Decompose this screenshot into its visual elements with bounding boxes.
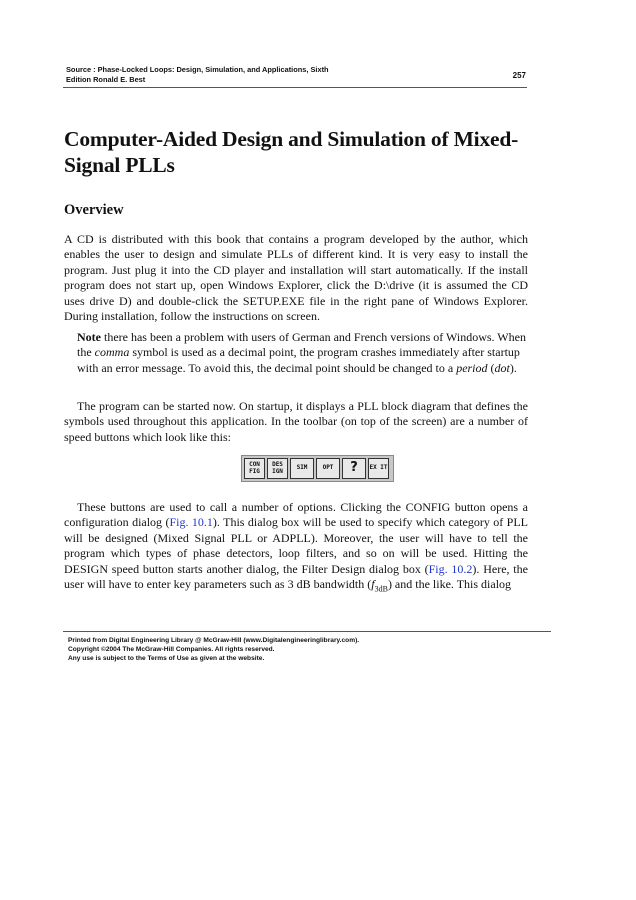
exit-button[interactable]: EX IT — [368, 458, 389, 479]
header-rule — [63, 87, 527, 88]
footer-line-3: Any use is subject to the Terms of Use as given at the website. — [68, 654, 265, 662]
source-line-2: Edition Ronald E. Best — [66, 74, 146, 84]
paragraph-startup: The program can be started now. On startup, it displays a PLL block diagram that defines the symbols used throughout this application. In the toolbar (on top of the screen) are a number of speed buttons which look like this: — [64, 399, 528, 444]
design-button[interactable]: DES IGN — [267, 458, 288, 479]
opt-button[interactable]: OPT — [316, 458, 340, 479]
footer-rule — [63, 631, 551, 632]
paragraph-intro: A CD is distributed with this book that contains a program developed by the author, which enables the user to design and simulate PLLs of different kind. It is very easy to install the program. Just plug it into the CD player and installation will start automatically. If the install program does not start up, open Windows Explorer, click the D:\drive (it is assumed the CD uses drive D) and double-click the SETUP.EXE file in the right pane of Windows Explorer. During installation, follow the instructions on screen. — [64, 232, 528, 324]
footer-line-1: Printed from Digital Engineering Library @ McGraw-Hill (www.Digitalengineeringlibrary.com). — [68, 637, 360, 644]
section-heading: Overview — [64, 202, 124, 218]
running-header — [66, 65, 526, 84]
page-number: 257 — [512, 71, 526, 80]
paragraph-buttons: These buttons are used to call a number of options. Clicking the CONFIG button opens a configuration dialog (Fig. 10.1). This dialog box will be used to specify which category of PLL will be designed (Mixed Signal PLL or ADPLL). Moreover, the user will have to tell the program which types of phase detectors, loop filters, and so on will be used. Hitting the DESIGN speed button starts another dialog, the Filter Design dialog box (Fig. 10.2). Here, the user will have to enter key parameters such as 3 dB bandwidth $(f_{3dB})$ and the like. This dialog — [64, 500, 528, 594]
config-button[interactable]: CON FIG — [244, 458, 265, 479]
note-label: Note — [77, 330, 101, 344]
chapter-title: Computer-Aided Design and Simulation of Mixed-Signal PLLs — [64, 127, 519, 177]
fig-10-2-link[interactable]: Fig. 10.2 — [428, 561, 473, 576]
help-button[interactable]: ? — [342, 458, 366, 479]
note-paragraph: Note there has been a problem with users of German and French versions of Windows. When the comma symbol is used as a decimal point, the program crashes immediately after startup with an error message. To avoid this, the decimal point should be changed to a period (dot). — [77, 330, 526, 375]
footer — [68, 637, 359, 663]
footer-line-2: Copyright ©2004 The McGraw-Hill Companies. All rights reserved. — [68, 645, 275, 653]
fig-10-1-link[interactable]: Fig. 10.1 — [169, 515, 213, 530]
sim-button[interactable]: SIM — [290, 458, 314, 479]
source-line-1: Source : Phase-Locked Loops: Design, Simulation, and Applications, Sixth — [66, 65, 329, 74]
speed-button-toolbar — [241, 455, 394, 482]
